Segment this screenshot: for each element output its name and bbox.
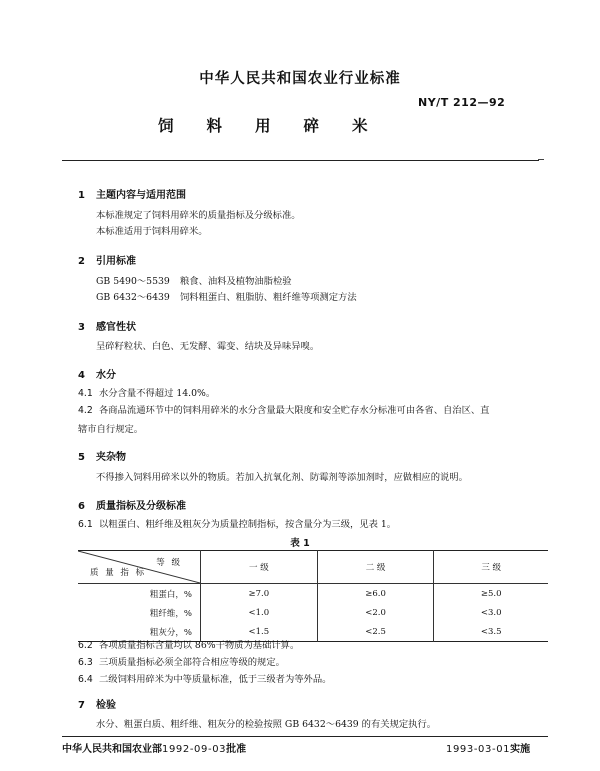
section-7-paragraph: 水分、粗蛋白质、粗纤维、粗灰分的检验按照 GB 6432～6439 的有关规定执行。 (96, 719, 437, 730)
table-1-caption: 表 1 (290, 538, 310, 549)
table-cell: <2.5 (317, 622, 434, 642)
clause-4-1: 4.1 水分含量不得超过 14.0%。 (78, 388, 216, 399)
reference-2-code: GB 6432～6439 (96, 292, 170, 303)
section-4-heading: 4 水分 (78, 370, 116, 381)
table-header-row (78, 551, 548, 584)
section-6-heading: 6 质量指标及分级标准 (78, 501, 186, 512)
issuer: 中华人民共和国农业部 (62, 744, 162, 755)
grade-2-header: 二 级 (317, 551, 434, 584)
table-1 (78, 550, 548, 642)
grade-1-header: 一 级 (201, 551, 318, 584)
table-cell: <3.5 (434, 622, 548, 642)
standard-number: NY/T 212—92 (418, 96, 506, 109)
clause-6-1: 6.1 以粗蛋白、粗纤维及粗灰分为质量控制指标，按含量分为三级，见表 1。 (78, 519, 397, 530)
table-cell: <2.0 (317, 603, 434, 622)
section-1-paragraph-2: 本标准适用于饲料用碎米。 (96, 226, 208, 237)
approval-line (62, 740, 246, 755)
table-cell: <1.0 (201, 603, 318, 622)
reference-1-text: 粮食、油料及植物油脂检验 (180, 276, 292, 287)
clause-4-2-continued: 辖市自行规定。 (78, 424, 144, 435)
section-3-heading: 3 感官性状 (78, 322, 136, 333)
effective-date: 1993-03-01 (446, 744, 511, 755)
clause-4-2: 4.2 各商品流通环节中的饲料用碎米的水分含量最大限度和安全贮存水分标准可由各省、自治区、直 (78, 405, 490, 416)
header-rule (62, 160, 539, 161)
row-label: 粗蛋白，% (149, 589, 192, 600)
table-cell: <1.5 (201, 622, 318, 642)
effective-line (446, 740, 530, 755)
section-5-heading: 5 夹杂物 (78, 452, 126, 463)
table-corner-cell (78, 551, 201, 584)
table-cell: ≥5.0 (434, 584, 548, 604)
corner-grade-label: 等 级 (156, 558, 182, 568)
section-1-heading: 1 主题内容与适用范围 (78, 190, 186, 201)
reference-2-text: 饲料粗蛋白、粗脂肪、粗纤维等项测定方法 (180, 292, 357, 303)
issuing-body-title: 中华人民共和国农业行业标准 (199, 71, 401, 87)
section-1-paragraph-1: 本标准规定了饲料用碎米的质量指标及分级标准。 (96, 210, 301, 221)
approved-label: 批准 (226, 744, 247, 755)
effective-label: 实施 (510, 744, 531, 755)
section-3-paragraph: 呈碎籽粒状、白色、无发酵、霉变、结块及异味异嗅。 (96, 341, 320, 352)
section-7-heading: 7 检验 (78, 700, 116, 711)
corner-indicator-label: 质 量 指 标 (90, 568, 147, 578)
table-cell: <3.0 (434, 603, 548, 622)
reference-1 (96, 275, 292, 288)
clause-6-2: 6.2 各项质量指标含量均以 86%干物质为基础计算。 (78, 640, 300, 651)
document-title: 饲料用碎米 (158, 117, 401, 135)
row-label: 粗灰分，% (149, 627, 192, 638)
grade-3-header: 三 级 (434, 551, 548, 584)
footer-rule (62, 736, 548, 737)
approved-date: 1992-09-03 (162, 744, 227, 755)
clause-6-4: 6.4 二级饲料用碎米为中等质量标准，低于三级者为等外品。 (78, 674, 332, 685)
table-cell: ≥7.0 (201, 584, 318, 604)
table-row (78, 603, 548, 622)
reference-2 (96, 291, 357, 304)
reference-1-code: GB 5490～5539 (96, 276, 170, 287)
clause-6-3: 6.3 三项质量指标必须全部符合相应等级的规定。 (78, 657, 285, 668)
section-2-heading: 2 引用标准 (78, 256, 136, 267)
header-rule-tick (538, 159, 544, 160)
section-5-paragraph: 不得掺入饲料用碎米以外的物质。若加入抗氧化剂、防霉剂等添加剂时，应做相应的说明。 (96, 472, 468, 483)
table-row (78, 584, 548, 604)
row-label: 粗纤维，% (149, 608, 192, 619)
table-cell: ≥6.0 (317, 584, 434, 604)
